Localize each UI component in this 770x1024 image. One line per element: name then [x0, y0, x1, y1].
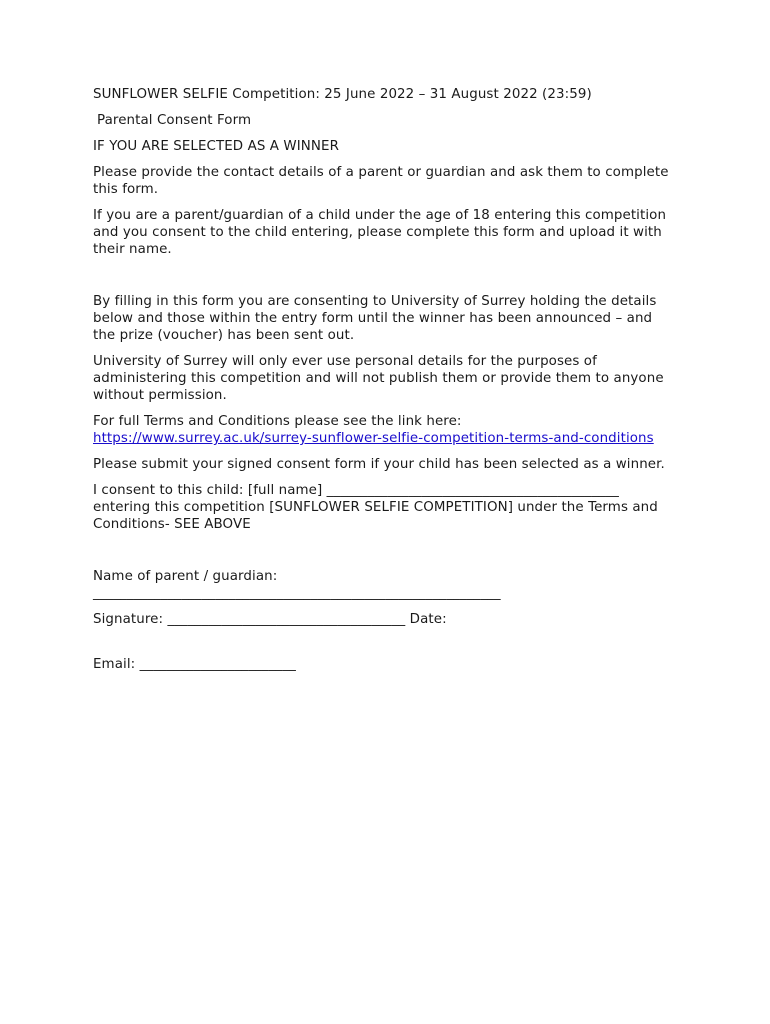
submit-paragraph: Please submit your signed consent form if your child has been selected as a winner. [93, 457, 665, 472]
contact-paragraph: Please provide the contact details of a parent or guardian and ask them to complete this form. [93, 165, 669, 197]
privacy-paragraph: University of Surrey will only ever use personal details for the purposes of administering this competition and will not publish them or provide them to anyone without permission. [93, 354, 664, 403]
terms-paragraph [93, 413, 673, 447]
form-title: SUNFLOWER SELFIE Competition: 25 June 2022 – 31 August 2022 (23:59) [93, 87, 592, 102]
terms-intro: For full Terms and Conditions please see the link here: [93, 414, 462, 429]
signature-date-field: Signature: ___________________________________ Date: [93, 612, 447, 627]
parent-name-line: ____________________________________________________________ [93, 586, 501, 601]
consent-form-document [93, 86, 673, 682]
parent-name-label: Name of parent / guardian: [93, 569, 278, 584]
parent-name-field [93, 568, 673, 602]
parent-paragraph: If you are a parent/guardian of a child under the age of 18 entering this competition and you consent to the child entering, please complete this form and upload it with their name. [93, 208, 667, 257]
selected-heading: IF YOU ARE SELECTED AS A WINNER [93, 139, 339, 154]
form-subtitle: Parental Consent Form [97, 113, 252, 128]
consent-holding-paragraph: By filling in this form you are consenting to University of Surrey holding the details below and those within the entry form until the winner has been announced – and the prize (voucher) has been sent out. [93, 294, 657, 343]
terms-link[interactable]: https://www.surrey.ac.uk/surrey-sunflower-selfie-competition-terms-and-conditions [93, 431, 654, 446]
consent-statement: I consent to this child: [full name] ___________________________________________ entering this competition [SUNFLOWER SELFIE COMPETITION] under the Terms and Conditions- SEE ABOVE [93, 483, 658, 532]
email-field: Email: _______________________ [93, 657, 296, 672]
